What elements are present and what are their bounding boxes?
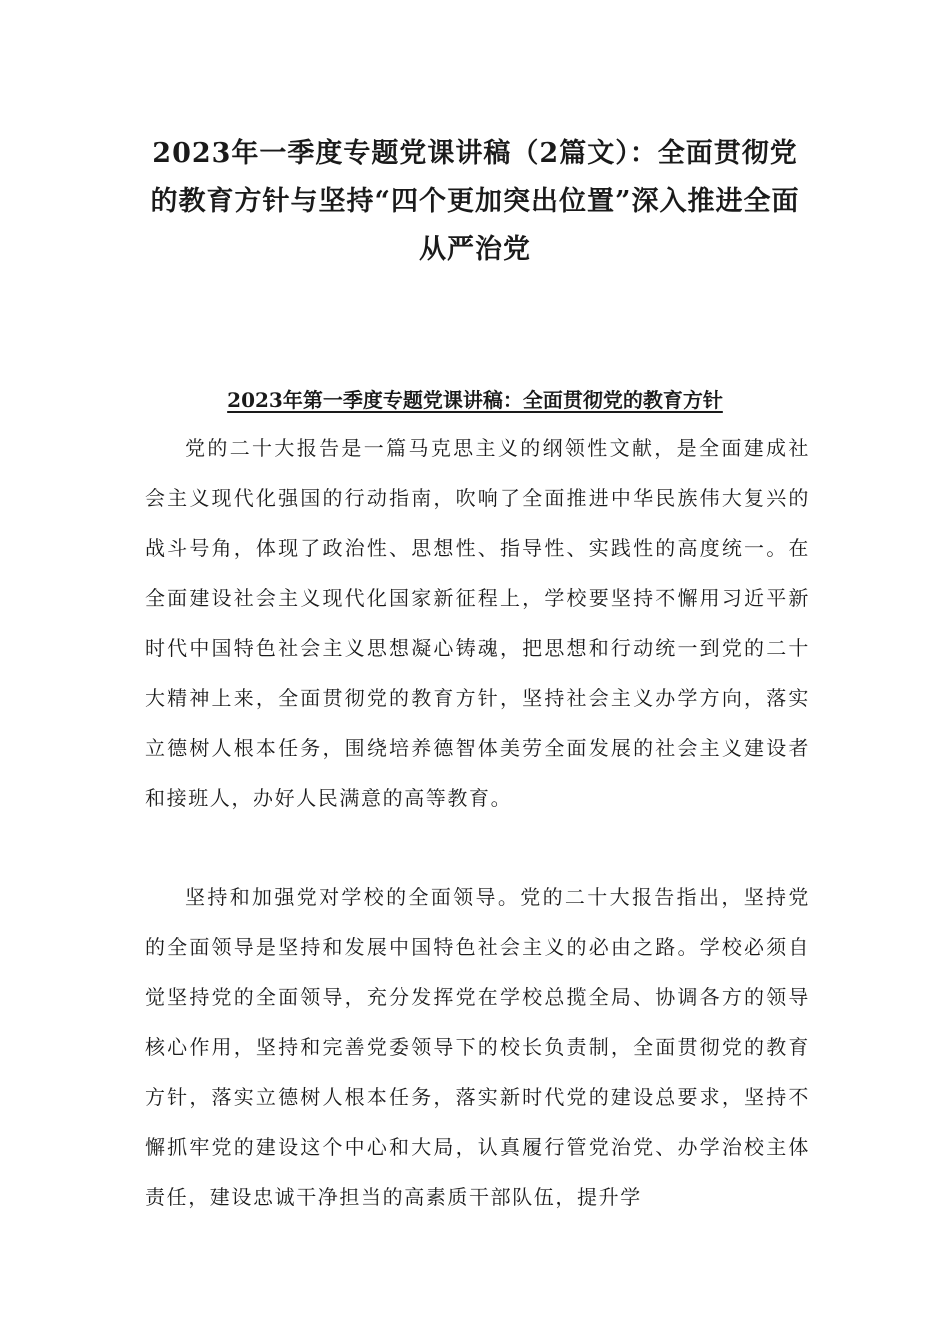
document-title: 2023年一季度专题党课讲稿（2篇文）：全面贯彻党的教育方针与坚持“四个更加突出位置”深入推进全面从严治党	[150, 138, 800, 265]
paragraph: 党的二十大报告是一篇马克思主义的纲领性文献，是全面建成社会主义现代化强国的行动指南，吹响了全面推进中华民族伟大复兴的战斗号角，体现了政治性、思想性、指导性、实践性的高度统一。在全面建设社会主义现代化国家新征程上，学校要坚持不懈用习近平新时代中国特色社会主义思想凝心铸魂，把思想和行动统一到党的二十大精神上来，全面贯彻党的教育方针，坚持社会主义办学方向，落实立德树人根本任务，围绕培养德智体美劳全面发展的社会主义建设者和接班人，办好人民满意的高等教育。	[145, 436, 810, 810]
section-title: 2023年第一季度专题党课讲稿：全面贯彻党的教育方针	[227, 388, 723, 412]
paragraph: 坚持和加强党对学校的全面领导。党的二十大报告指出，坚持党的全面领导是坚持和发展中国特色社会主义的必由之路。学校必须自觉坚持党的全面领导，充分发挥党在学校总揽全局、协调各方的领导核心作用，坚持和完善党委领导下的校长负责制，全面贯彻党的教育方针，落实立德树人根本任务，落实新时代党的建设总要求，坚持不懈抓牢党的建设这个中心和大局，认真履行管党治党、办学治校主体责任，建设忠诚干净担当的高素质干部队伍，提升学	[145, 885, 810, 1209]
